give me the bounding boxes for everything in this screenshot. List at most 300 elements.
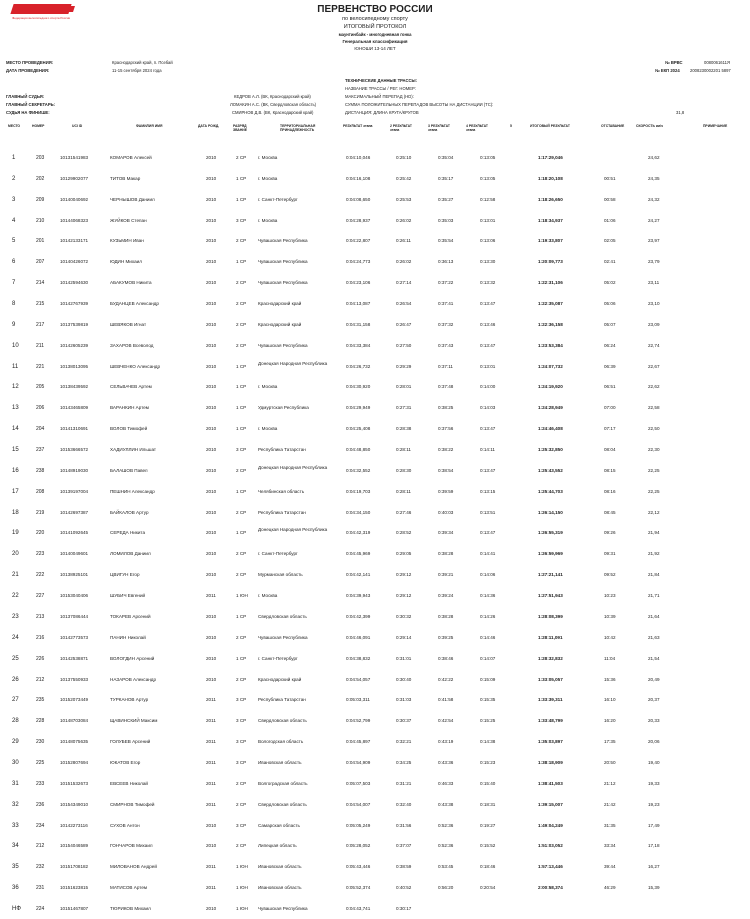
cell-rank: 2 СР (236, 342, 247, 348)
cell-bib: 233 (36, 780, 45, 787)
cell-res-s3: 0:39:24 (438, 593, 454, 599)
cell-region: г. Москва (258, 217, 278, 223)
cell-res-s2: 0:34:25 (396, 759, 412, 765)
cell-total: 1:26:14,150 (538, 509, 563, 515)
cell-name: ШЕВЧЕНКО Александр (110, 363, 161, 369)
cell-place: 10 (12, 342, 19, 349)
cell-region: г. Москва (258, 384, 278, 390)
cell-rank: 3 СР (236, 739, 247, 745)
cell-rank: 1 ЮН (236, 864, 248, 870)
table-row (0, 878, 750, 898)
cell-place: 17 (12, 488, 19, 495)
cell-name: ПАНИН Николай (110, 634, 146, 640)
cell-gap: 05:07 (604, 321, 616, 327)
table-row (0, 836, 750, 856)
cell-place: 35 (12, 864, 19, 871)
cell-gap: 06:24 (604, 342, 616, 348)
cell-rank: 2 СР (236, 155, 247, 160)
cell-uci: 10140426072 (60, 259, 89, 265)
cell-res-s2: 0:29:14 (396, 634, 412, 640)
cell-region: г. Москва (258, 175, 278, 181)
cell-gap: 02:41 (604, 259, 616, 265)
cell-uci: 10154349010 (60, 801, 89, 807)
cell-speed: 20,49 (648, 676, 660, 682)
cell-rank: 1 ЮН (236, 905, 248, 911)
cell-uci: 10142697387 (60, 509, 89, 515)
cell-place: 19 (12, 530, 19, 537)
cell-birth: 2011 (206, 697, 216, 703)
cell-gap: 16:20 (604, 718, 616, 724)
cell-birth: 2011 (206, 593, 216, 599)
cell-place: 24 (12, 634, 19, 641)
cell-uci: 10153666572 (60, 447, 89, 453)
col-birth: ДАТА РОЖД. (198, 124, 220, 128)
cell-bib: 202 (36, 175, 45, 182)
cell-bib: 212 (36, 843, 45, 850)
cell-region: г. Санкт-Петербург (258, 196, 298, 202)
cell-total: 1:25:44,703 (538, 488, 563, 494)
cell-total: 1:20:09,773 (538, 259, 563, 265)
cell-total: 1:18:26,650 (538, 196, 563, 202)
cell-region: Республика Татарстан (258, 697, 306, 703)
cell-res-s3: 0:42:22 (438, 676, 454, 682)
col-name: ФАМИЛИЯ ИМЯ (136, 124, 163, 128)
cell-total: 1:38:41,503 (538, 780, 563, 786)
cell-name: ЛОМИЛОВ Даниил (110, 551, 151, 557)
table-row (0, 273, 750, 293)
cell-name: БАЛАШОВ Павел (110, 467, 148, 473)
cell-gap: 08:04 (604, 447, 616, 453)
cell-uci: 10142273116 (60, 822, 88, 828)
cell-gap: 08:15 (604, 467, 616, 473)
cell-uci: 10143465809 (60, 405, 89, 411)
cell-total: 1:26:55,319 (538, 530, 563, 536)
cell-res-s2: 0:31:56 (396, 822, 412, 828)
cell-rank: 1 СР (236, 196, 247, 202)
table-row (0, 586, 750, 606)
cell-place: 4 (12, 217, 16, 224)
cell-speed: 21,54 (648, 655, 660, 661)
cell-birth: 2010 (206, 843, 217, 849)
cell-gap: 10:42 (604, 634, 616, 640)
col-uci: UCI ID (72, 124, 83, 128)
cell-uci: 10151623815 (60, 885, 89, 891)
col-stage1: РЕЗУЛЬТАТ этапа (343, 124, 373, 128)
cell-total: 1:22:31,106 (538, 280, 563, 286)
cell-uci: 10151708182 (60, 864, 89, 870)
cell-rank: 2 СР (236, 551, 247, 557)
cell-speed: 22,67 (648, 363, 660, 369)
cell-birth: 2010 (206, 509, 217, 515)
cell-total: 1:27:51,943 (538, 593, 563, 599)
cell-res-s2: 0:26:02 (396, 259, 412, 265)
cell-res-s1: 0:04:10,046 (346, 155, 371, 160)
cell-rank: 1 СР (236, 259, 247, 265)
cell-uci: 10137539819 (60, 321, 89, 327)
cell-place: 16 (12, 467, 19, 474)
cell-total: 1:24:46,408 (538, 426, 563, 432)
cell-rank: 3 СР (236, 759, 247, 765)
cell-name: ВОЛОГДИН Арсений (110, 655, 155, 661)
cell-name: ЖУЙКОВ Степан (110, 217, 147, 223)
cell-res-s2: 0:26:02 (396, 217, 412, 223)
cell-total: 1:51:03,052 (538, 843, 563, 849)
cell-bib: 238 (36, 467, 45, 474)
cell-res-s2: 0:25:10 (396, 155, 412, 160)
cell-region: г. Москва (258, 593, 278, 599)
cell-res-s4: 0:18:46 (480, 864, 496, 870)
cell-gap: 05:02 (604, 280, 616, 286)
discipline: маунтинбайк - многодневная гонка (338, 32, 412, 37)
cell-name: ТИТОВ Макар (110, 175, 141, 181)
cell-speed: 22,58 (648, 405, 660, 411)
cell-place: 32 (12, 801, 19, 808)
cell-uci: 10148075635 (60, 739, 89, 745)
cell-place: 26 (12, 676, 19, 683)
cell-uci: 10137550933 (60, 676, 89, 682)
cell-res-s1: 0:04:22,807 (346, 238, 371, 244)
cell-uci: 10140049601 (60, 551, 89, 557)
cell-region: Донецкая Народная Республика (258, 464, 328, 470)
cell-bib: 234 (36, 822, 45, 829)
cell-gap: 39:44 (604, 864, 616, 870)
cell-birth: 2010 (206, 822, 217, 828)
cell-res-s2: 0:28:38 (396, 426, 412, 432)
cell-speed: 19,33 (648, 780, 660, 786)
cell-bib: 220 (36, 530, 45, 537)
cell-res-s4: 0:15:23 (480, 759, 496, 765)
cell-rank: 2 СР (236, 301, 247, 307)
cell-res-s1: 0:05:52,374 (346, 885, 371, 891)
cell-total: 1:28:11,091 (538, 634, 563, 640)
cell-region: Донецкая Народная Республика (258, 527, 328, 533)
cell-place: 29 (12, 739, 19, 746)
cell-gap: 02:05 (604, 238, 616, 244)
cell-name: ШЕВЯКОВ Игнат (110, 321, 147, 327)
logo-caption: Федерация велосипедного спорта России (12, 16, 71, 20)
cell-res-s4: 0:19:27 (480, 822, 496, 828)
cell-res-s2: 0:25:42 (396, 175, 412, 181)
cell-birth: 2010 (206, 426, 217, 432)
cell-gap: 20:50 (604, 759, 616, 765)
cell-uci: 10129902077 (60, 175, 89, 181)
cell-res-s3: 0:35:04 (438, 155, 454, 160)
col-speed: СКОРОСТЬ км/ч (636, 124, 663, 128)
cell-res-s1: 0:04:46,091 (346, 634, 371, 640)
cell-region: Чувашская Республика (258, 342, 308, 348)
cell-gap: 10:23 (604, 593, 616, 599)
cell-res-s3: 0:38:28 (438, 613, 454, 619)
table-row (0, 377, 750, 397)
cell-speed: 19,23 (648, 801, 660, 807)
cell-place: 31 (12, 780, 19, 787)
cell-uci: 10142605239 (60, 342, 89, 348)
cell-birth: 2010 (206, 676, 217, 682)
cell-place: 34 (12, 843, 19, 850)
cell-birth: 2011 (206, 801, 216, 807)
cell-speed: 21,94 (648, 530, 660, 536)
cell-res-s1: 0:04:19,703 (346, 488, 371, 494)
cell-res-s2: 0:31:03 (396, 697, 412, 703)
cell-bib: 216 (36, 634, 45, 641)
cell-res-s4: 0:15:40 (480, 780, 496, 786)
cell-res-s3: 0:46:33 (438, 780, 454, 786)
cell-total: 1:39:15,007 (538, 801, 563, 807)
cell-res-s1: 0:04:28,937 (346, 217, 371, 223)
cell-gap: 05:06 (604, 301, 616, 307)
cell-speed: 23,10 (648, 301, 660, 307)
cell-region: Ивановская область (258, 885, 302, 891)
cell-birth: 2010 (206, 551, 217, 557)
cell-name: СЕРЕДА Никита (110, 530, 146, 536)
cell-gap: 08:16 (604, 488, 616, 494)
cell-total: 1:38:18,909 (538, 759, 563, 765)
col-bib: НОМЕР (32, 124, 45, 128)
cell-res-s4: 0:20:54 (480, 885, 496, 891)
cell-res-s3: 0:41:58 (438, 697, 454, 703)
cell-res-s1: 0:04:54,057 (346, 676, 371, 682)
cell-birth: 2010 (206, 342, 217, 348)
cell-res-s3: 0:35:17 (438, 175, 454, 181)
cell-bib: 231 (36, 885, 45, 892)
cell-speed: 20,06 (648, 739, 660, 745)
cell-res-s1: 0:04:45,897 (346, 739, 371, 745)
cell-res-s1: 0:04:23,106 (346, 280, 371, 286)
venue-value: Краснодарский край, п. Псебай (112, 60, 173, 65)
cell-place: 3 (12, 196, 16, 203)
cell-place: 27 (12, 697, 19, 704)
cell-birth: 2011 (206, 885, 216, 891)
cell-region: Челябинская область (258, 488, 305, 494)
cell-res-s1: 0:04:52,799 (346, 718, 371, 724)
table-row (0, 419, 750, 439)
cell-uci: 10154046589 (60, 843, 89, 849)
cell-name: ЦВИГУН Егор (110, 572, 140, 578)
cell-gap: 10:39 (604, 613, 616, 619)
cell-place: 9 (12, 321, 16, 328)
cell-speed: 20,37 (648, 697, 660, 703)
cell-speed: 15,39 (648, 885, 660, 891)
cell-birth: 2010 (206, 447, 217, 453)
cell-res-s2: 0:30:40 (396, 676, 412, 682)
cell-res-s4: 0:13:47 (480, 301, 496, 307)
cell-region: Мурманская область (258, 572, 303, 578)
cell-rank: 1 ЮН (236, 885, 248, 891)
table-row (0, 461, 750, 481)
cell-birth: 2010 (206, 259, 217, 265)
cell-res-s3: 0:37:56 (438, 426, 454, 432)
table-row (0, 482, 750, 502)
cell-res-s4: 0:15:35 (480, 697, 496, 703)
cell-name: ЩАВИНСКИЙ Максим (110, 718, 158, 724)
cell-speed: 22,50 (648, 426, 660, 432)
cell-region: Республика Татарстан (258, 447, 306, 453)
cell-uci: 10142773573 (60, 634, 89, 640)
cell-res-s4: 0:14:11 (480, 447, 495, 453)
cell-res-s4: 0:13:51 (480, 509, 496, 515)
cell-speed: 23,97 (648, 238, 660, 244)
federation-logo (12, 4, 82, 26)
cell-res-s1: 0:05:05,249 (346, 822, 371, 828)
cell-speed: 23,11 (648, 280, 660, 286)
cell-res-s4: 0:14:41 (480, 551, 496, 557)
cell-total: 1:28:08,399 (538, 613, 563, 619)
cell-res-s2: 0:37:07 (396, 843, 412, 849)
cell-res-s1: 0:05:43,446 (346, 864, 371, 870)
cell-res-s4: 0:13:47 (480, 342, 496, 348)
table-row (0, 670, 750, 690)
cell-res-s4: 0:15:25 (480, 718, 496, 724)
cell-bib: 214 (36, 280, 45, 287)
cell-region: г. Санкт-Петербург (258, 655, 298, 661)
cell-name: МИЛОВАНОВ Андрей (110, 864, 157, 870)
cell-uci: 10138925101 (60, 572, 89, 578)
cell-res-s3: 0:35:27 (438, 196, 454, 202)
cell-res-s3: 0:39:59 (438, 488, 454, 494)
cell-res-s2: 0:31:21 (396, 780, 412, 786)
cell-res-s2: 0:28:11 (396, 447, 411, 453)
cell-res-s4: 0:15:09 (480, 676, 496, 682)
cell-speed: 24,62 (648, 155, 660, 160)
table-row (0, 607, 750, 627)
cell-res-s3: 0:43:38 (438, 801, 454, 807)
cell-bib: 222 (36, 572, 45, 579)
cell-gap: 01:06 (604, 217, 616, 223)
cell-res-s4: 0:14:07 (480, 655, 496, 661)
cell-res-s1: 0:04:29,949 (346, 405, 371, 411)
cell-uci: 10152807694 (60, 759, 89, 765)
cell-res-s1: 0:04:48,850 (346, 447, 371, 453)
cell-res-s4: 0:13:46 (480, 321, 496, 327)
cell-total: 1:33:48,799 (538, 718, 563, 724)
cell-speed: 22,30 (648, 447, 660, 453)
cell-res-s4: 0:14:06 (480, 572, 496, 578)
cell-res-s3: 0:53:45 (438, 864, 454, 870)
cell-res-s3: 0:38:22 (438, 447, 454, 453)
cell-total: 1:57:13,446 (538, 864, 563, 870)
cell-speed: 22,62 (648, 384, 660, 390)
cell-speed: 21,92 (648, 551, 660, 557)
table-row (0, 628, 750, 648)
cell-res-s3: 0:39:21 (438, 572, 454, 578)
cell-res-s1: 0:04:24,773 (346, 259, 371, 265)
cell-region: Чувашская Республика (258, 280, 308, 286)
cell-gap: 16:10 (604, 697, 616, 703)
cell-res-s3: 0:40:03 (438, 509, 454, 515)
cell-res-s4: 0:13:47 (480, 426, 496, 432)
cell-bib: 228 (36, 718, 45, 725)
vrvs-value: 0080061611Я (704, 60, 731, 65)
cell-res-s3: 0:37:22 (438, 280, 454, 286)
cell-total: 1:49:04,249 (538, 822, 563, 828)
cell-total: 1:26:59,969 (538, 551, 563, 557)
cell-uci: 10148703084 (60, 718, 89, 724)
cell-res-s2: 0:30:17 (396, 905, 412, 911)
cell-res-s1: 0:05:03,311 (346, 697, 370, 703)
cell-bib: 206 (36, 405, 45, 412)
cell-total: 1:22:35,087 (538, 301, 563, 307)
cell-res-s3: 0:35:03 (438, 217, 454, 223)
table-row (0, 252, 750, 272)
cell-gap: 15:36 (604, 676, 616, 682)
cell-place: 33 (12, 822, 19, 829)
cell-name: КОМАРОВ Алексей (110, 155, 152, 160)
cell-rank: 3 СР (236, 697, 247, 703)
cell-speed: 24,35 (648, 175, 660, 181)
cell-uci: 10141092645 (60, 530, 89, 536)
cell-rank: 2 СР (236, 843, 247, 849)
cell-res-s2: 0:26:11 (396, 238, 411, 244)
cell-gap: 08:45 (604, 509, 616, 515)
cell-speed: 24,32 (648, 196, 660, 202)
cell-total: 1:17:29,046 (538, 155, 563, 160)
cell-bib: 209 (36, 196, 45, 203)
cell-res-s1: 0:04:16,108 (346, 175, 371, 181)
table-row (0, 169, 750, 189)
cell-total: 1:19:33,807 (538, 238, 563, 244)
table-row (0, 398, 750, 418)
cell-bib: 219 (36, 509, 45, 516)
cell-place: 21 (12, 572, 19, 579)
cell-name: ЮКАТОВ Егор (110, 759, 141, 765)
cell-birth: 2010 (206, 634, 217, 640)
cell-res-s2: 0:27:31 (396, 405, 412, 411)
table-row (0, 357, 750, 377)
vrvs-label: № ВРВС (665, 60, 683, 65)
table-row (0, 503, 750, 523)
cell-res-s3: 0:38:25 (438, 405, 454, 411)
cell-res-s4: 0:13:05 (480, 155, 496, 160)
cell-place: 36 (12, 885, 19, 892)
table-row (0, 649, 750, 669)
cell-speed: 17,49 (648, 822, 660, 828)
cell-gap: 11:04 (604, 655, 616, 661)
cell-region: Свердловская область (258, 613, 307, 619)
cell-rank: 1 СР (236, 426, 247, 432)
cell-place: 1 (12, 155, 16, 161)
cell-gap: 17:35 (604, 739, 616, 745)
cell-res-s1: 0:04:33,384 (346, 342, 371, 348)
cell-uci: 10137086444 (60, 613, 89, 619)
cell-bib: 226 (36, 655, 45, 662)
table-row (0, 211, 750, 231)
table-row (0, 315, 750, 335)
cell-res-s4: 0:14:36 (480, 593, 496, 599)
cell-res-s4: 0:13:32 (480, 280, 496, 286)
cell-gap: 07:00 (604, 405, 616, 411)
cell-speed: 22,12 (648, 509, 660, 515)
cell-total: 1:23:53,384 (538, 342, 563, 348)
table-header (0, 124, 750, 134)
chief-judge-label: ГЛАВНЫЙ СУДЬЯ: (6, 94, 45, 99)
cell-name: ХАДИУЛЛИН Ильшат (110, 447, 157, 453)
cell-name: ГОНЧАРОВ Михаил (110, 843, 153, 849)
cell-region: Республика Татарстан (258, 509, 306, 515)
cell-uci: 10151467807 (60, 905, 89, 911)
document-title: ПЕРВЕНСТВО РОССИИ (317, 4, 433, 15)
cell-region: г. Москва (258, 155, 278, 160)
table-row (0, 816, 750, 836)
cell-birth: 2010 (206, 175, 217, 181)
finish-judge-value: СМИРНОВ Д.В. (ВК, Краснодарский край) (232, 110, 314, 115)
cell-gap: 31:35 (604, 822, 616, 828)
cell-res-s2: 0:32:40 (396, 801, 412, 807)
cell-place: 23 (12, 613, 19, 620)
cell-place: 13 (12, 405, 19, 412)
cell-rank: 1 ЮН (236, 593, 248, 599)
chief-secretary-label: ГЛАВНЫЙ СЕКРЕТАРЬ: (6, 102, 56, 107)
cell-uci: 10138439592 (60, 384, 89, 390)
